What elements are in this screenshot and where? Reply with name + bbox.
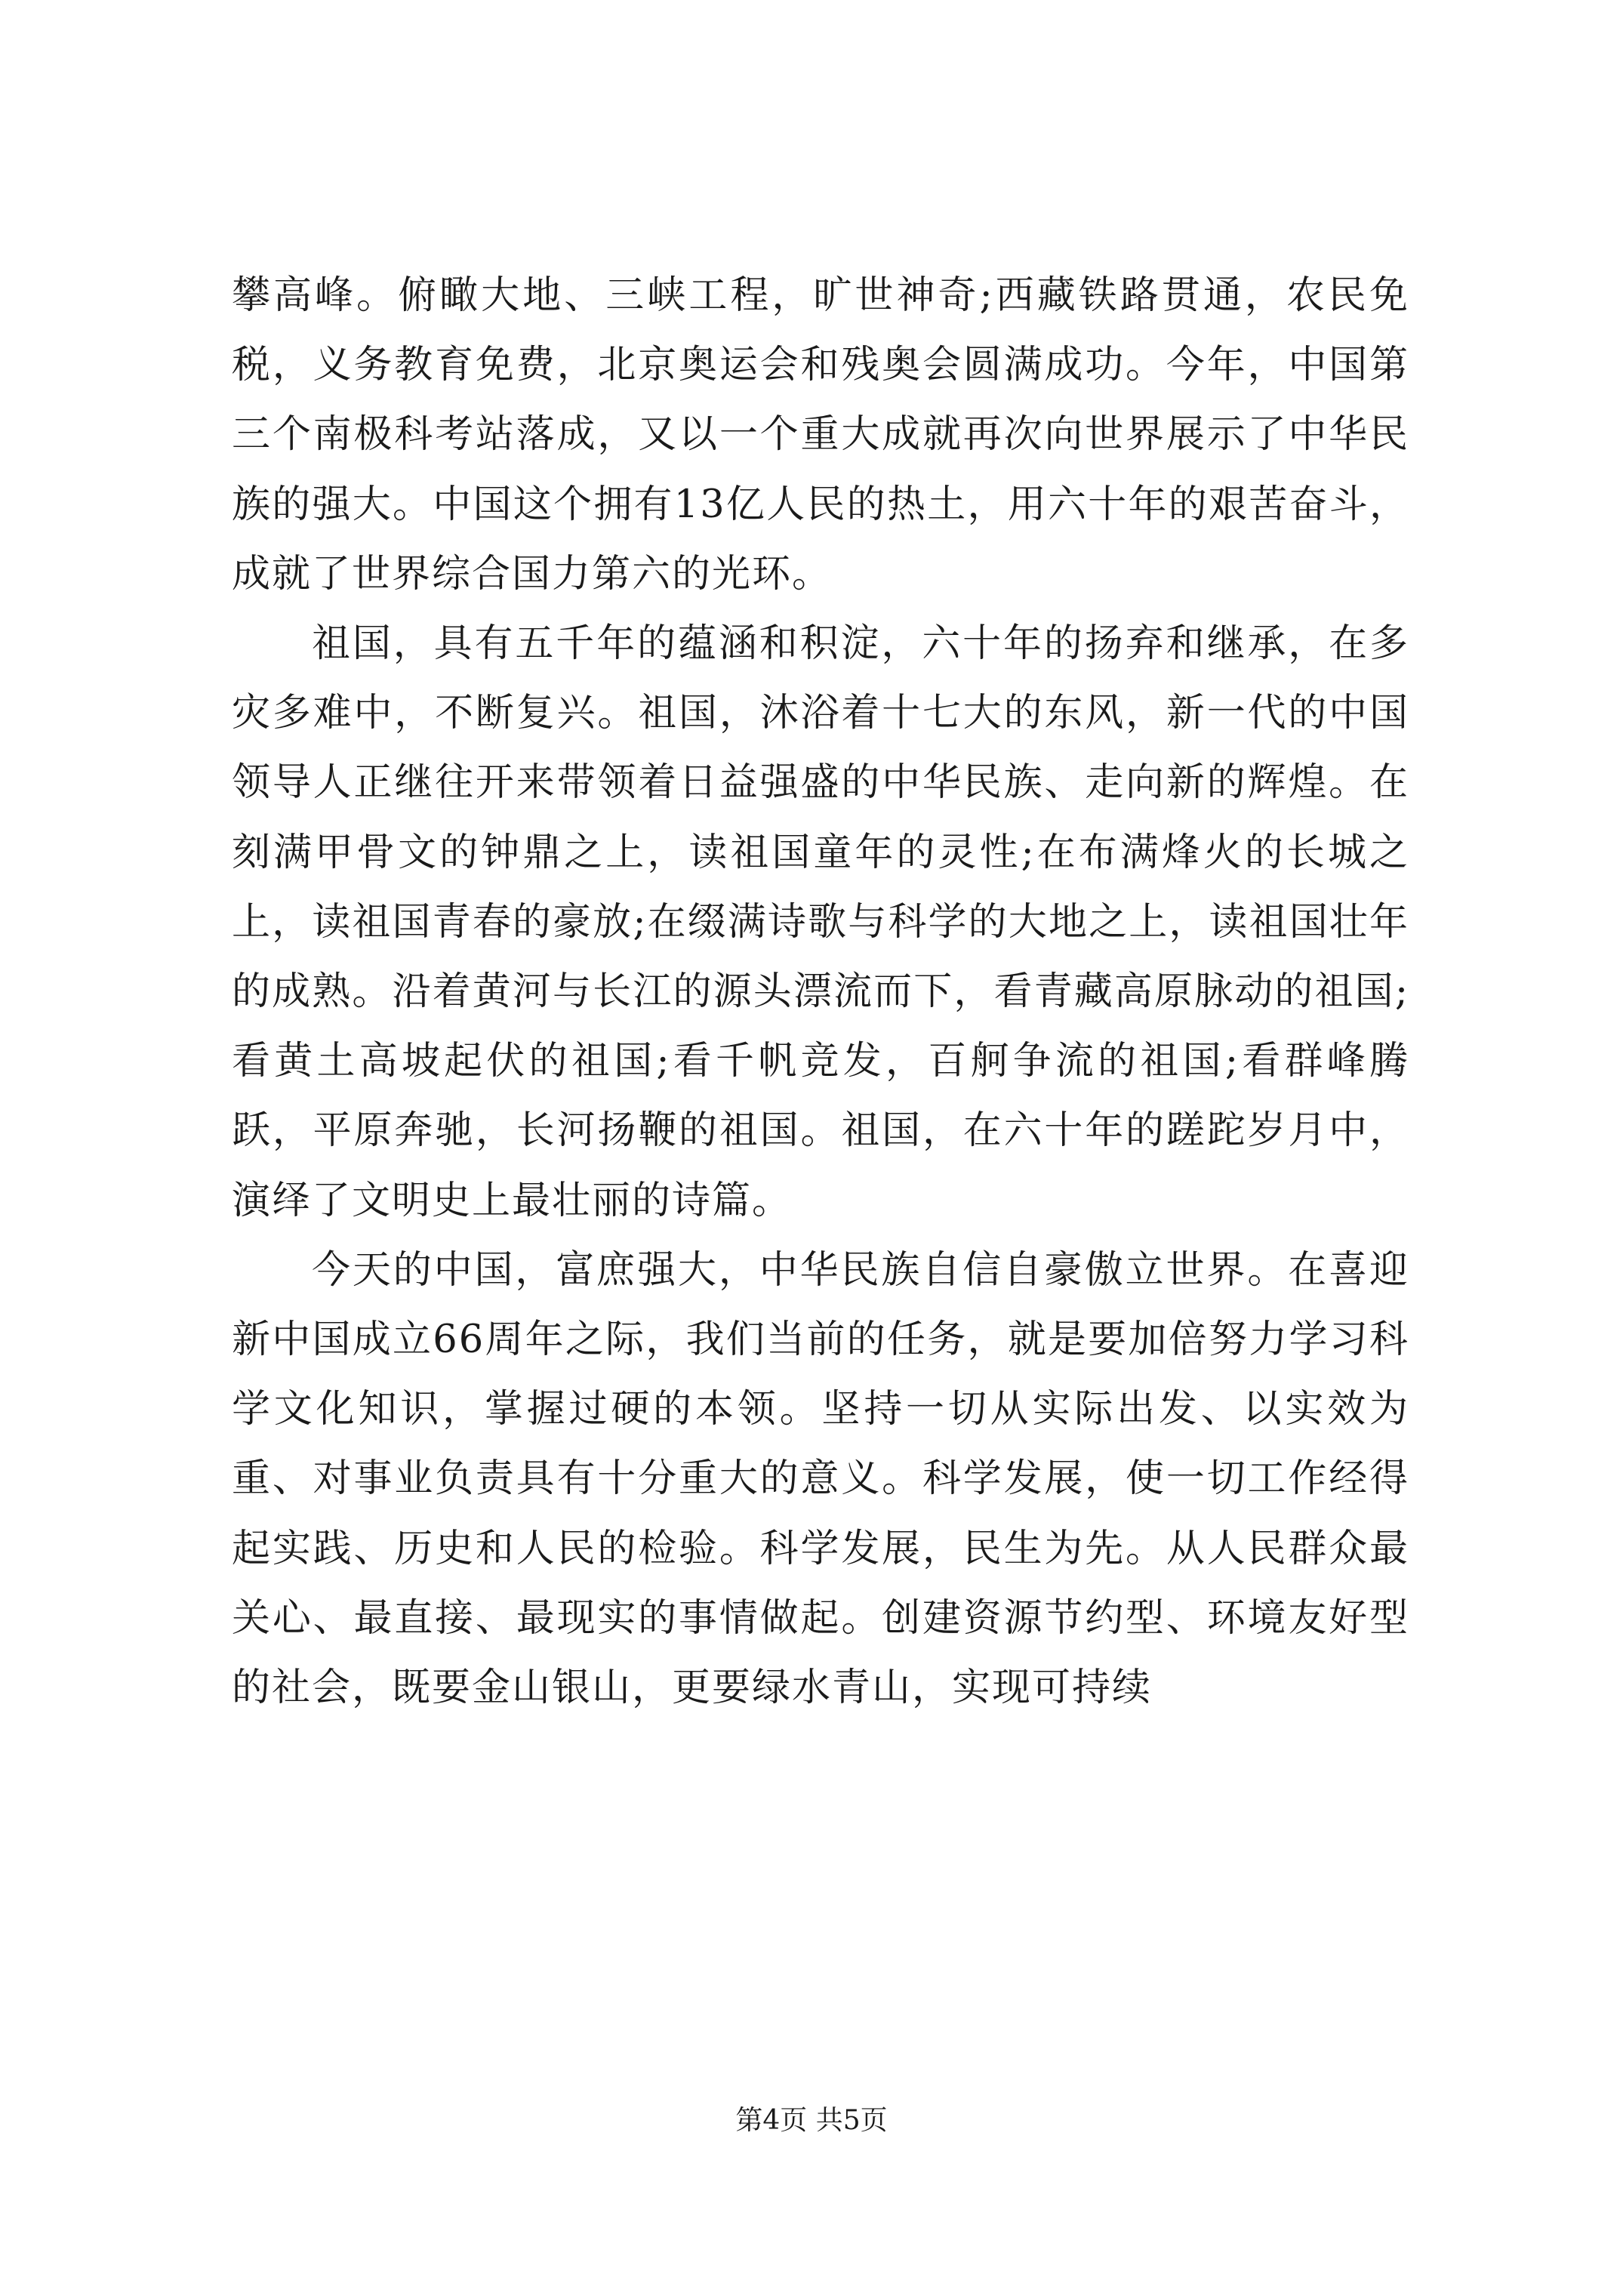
page-footer: 第4页 共5页 [735,2105,888,2136]
paragraph-1: 攀高峰。俯瞰大地、三峡工程，旷世神奇;西藏铁路贯通，农民免税，义务教育免费，北京奥运会和残奥会圆满成功。今年，中国第三个南极科考站落成，又以一个重大成就再次向世界展示了中华民族的强大。中国这个拥有13亿人民的热土，用六十年的艰苦奋斗，成就了世界综合国力第六的光环。 [232,273,1409,596]
paragraph-3: 今天的中国，富庶强大，中华民族自信自豪傲立世界。在喜迎新中国成立66周年之际，我们当前的任务，就是要加倍努力学习科学文化知识，掌握过硬的本领。坚持一切从实际出发、以实效为重、对事业负责具有十分重大的意义。科学发展，使一切工作经得起实践、历史和人民的检验。科学发展，民生为先。从人民群众最关心、最直接、最现实的事情做起。创建资源节约型、环境友好型的社会，既要金山银山，更要绿水青山，实现可持续 [232,1247,1409,1711]
paragraph-2: 祖国，具有五千年的蕴涵和积淀，六十年的扬弃和继承，在多灾多难中，不断复兴。祖国，沐浴着十七大的东风，新一代的中国领导人正继往开来带领着日益强盛的中华民族、走向新的辉煌。在刻满甲骨文的钟鼎之上，读祖国童年的灵性;在布满烽火的长城之上，读祖国青春的豪放;在缀满诗歌与科学的大地之上，读祖国壮年的成熟。沿着黄河与长江的源头漂流而下，看青藏高原脉动的祖国;看黄土高坡起伏的祖国;看千帆竞发，百舸争流的祖国;看群峰腾跃，平原奔驰，长河扬鞭的祖国。祖国，在六十年的蹉跎岁月中，演绎了文明史上最壮丽的诗篇。 [232,621,1409,1223]
document-body [232,261,1409,1723]
